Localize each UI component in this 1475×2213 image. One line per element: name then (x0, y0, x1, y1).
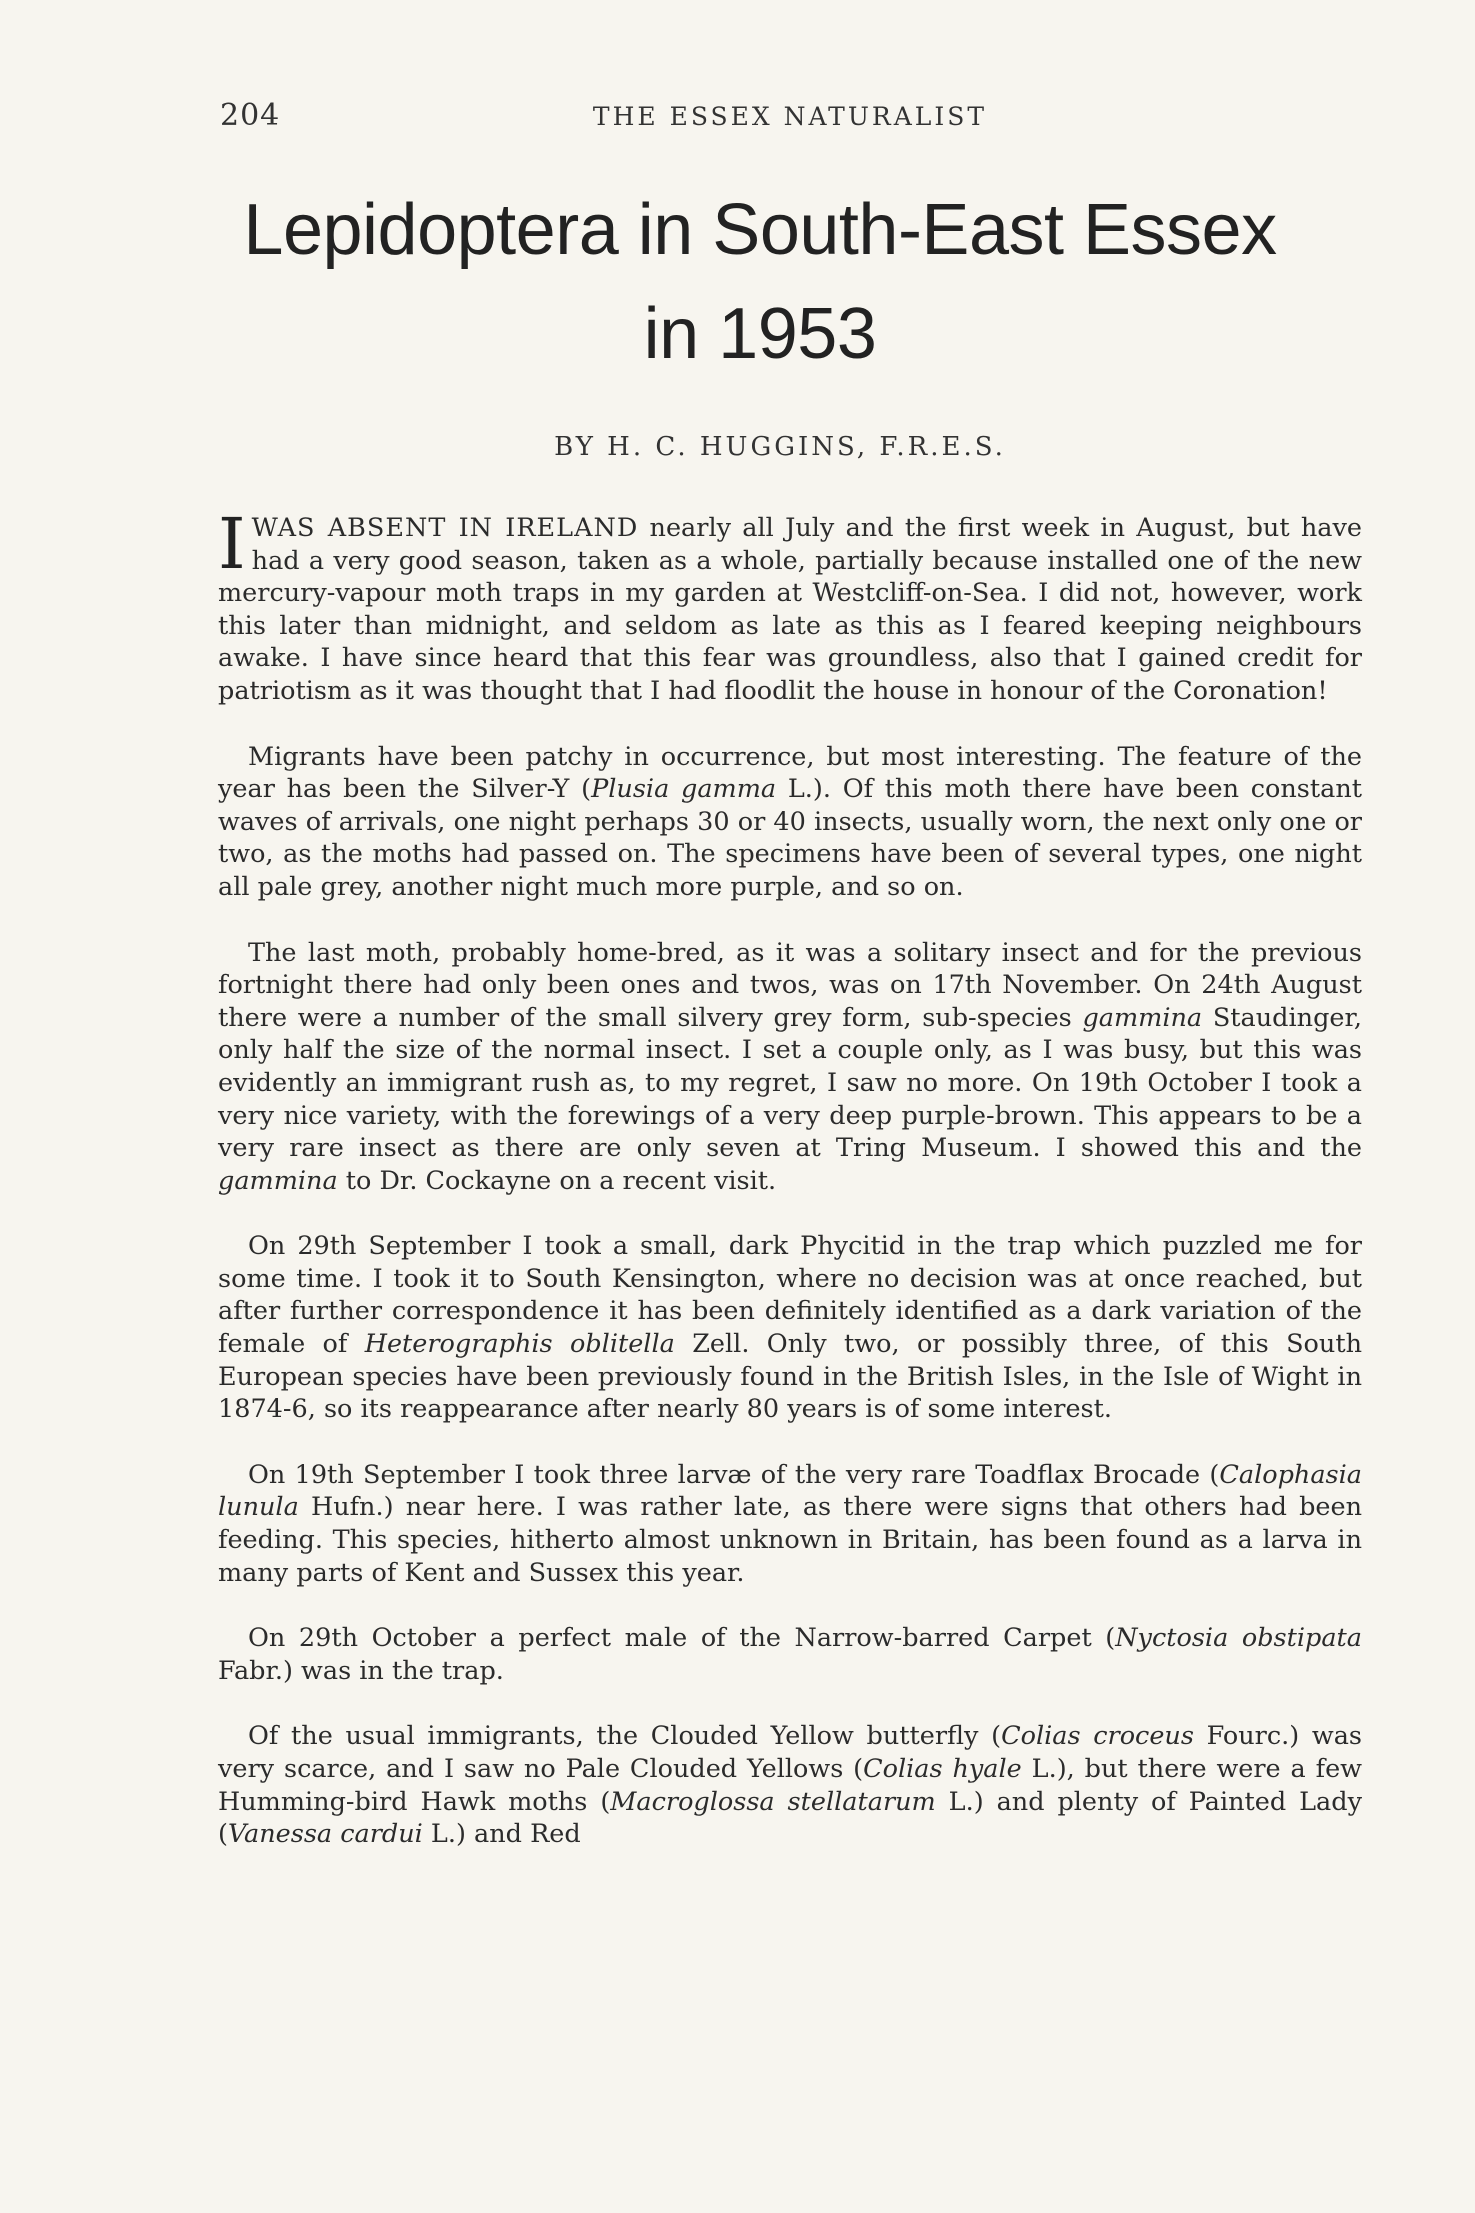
paragraph-text: Fabr.) was in the trap. (218, 1655, 504, 1686)
title-line-1: Lepidoptera in South-East Essex (243, 190, 1277, 270)
paragraph-text: to Dr. Cockayne on a recent visit. (337, 1165, 777, 1196)
title-line-2: in 1953 (643, 294, 877, 374)
paragraph-text: nearly all July and the first week in August, but have had a very good season, taken as a whole, partially because installed one of the new mercury-vapour moth traps in my garden at Westcliff-on-Sea. I did not, however, work this later than midnight, and seldom as late as this as I feared keeping neighbours awake. I have since heard that this fear was groundless, also that I gained credit for patriotism as it was thought that I had floodlit the house in honour of the Coronation! (218, 513, 1362, 706)
page-number: 204 (220, 98, 281, 133)
article-body (218, 503, 1363, 1884)
species-name: Colias hyale (863, 1754, 1022, 1784)
species-name: gammina (1082, 1002, 1203, 1033)
paragraph (218, 937, 1362, 1198)
paragraph-text: The last moth, probably home-bred, as it was a solitary insect and for the previous fortnight there had only been ones and twos, was on 17th November. On 24th August there were a number of the small silvery grey form, sub-species (218, 937, 1362, 1033)
species-name: Heterographis oblitella (364, 1329, 675, 1360)
species-name: Calophasia lunula (218, 1459, 1362, 1523)
species-name: Nyctosia obstipata (1115, 1623, 1363, 1654)
paragraph-text: On 29th October a perfect male of the Narrow-barred Carpet ( (248, 1623, 1116, 1654)
paragraph (218, 1720, 1362, 1850)
author-byline: BY H. C. HUGGINS, F.R.E.S. (554, 432, 1006, 462)
species-name: Vanessa cardui (227, 1819, 423, 1850)
opening-small-caps: WAS ABSENT IN IRELAND (251, 513, 639, 543)
paragraph-text: L.) and plenty of Painted Lady ( (218, 1786, 1362, 1850)
paragraph-text: Migrants have been patchy in occurrence, but most interesting. The feature of the year has been the Silver-Y ( (218, 741, 1362, 805)
paragraph-text: On 29th September I took a small, dark Phycitid in the trap which puzzled me for some time. I took it to South Kensington, where no decision was at once reached, but after further correspondence it has been definitely identified as a dark variation of the female of (218, 1231, 1362, 1360)
running-head (220, 98, 1360, 138)
paragraph-text: Zell. Only two, or possibly three, of this South European species have been previously found in the British Isles, in the Isle of Wight in 1874-6, so its reappearance after nearly 80 years is of some interest. (218, 1329, 1363, 1425)
species-name: Colias croceus (1001, 1721, 1194, 1752)
paragraph-text: L.). Of this moth there have been constant waves of arrivals, one night perhaps 30 or 40 insects, usually worn, the next only one or two, as the moths had passed on. The specimens have been of several types, one night all pale grey, another night much more purple, and so on. (218, 774, 1362, 902)
paragraph-text: Of the usual immigrants, the Clouded Yellow butterfly ( (248, 1721, 1002, 1752)
paragraph-text: Fourc.) was very scarce, and I saw no Pale Clouded Yellows ( (218, 1721, 1363, 1784)
paragraph-text: Hufn.) near here. I was rather late, as there were signs that others had been feeding. This species, hitherto almost unknown in Britain, has been found as a larva in many parts of Kent and Sussex this year. (218, 1492, 1362, 1588)
paragraph-text: On 19th September I took three larvæ of the very rare Toadflax Brocade ( (248, 1459, 1220, 1490)
paragraph (218, 1622, 1362, 1687)
paragraph (218, 1459, 1362, 1589)
paragraph-text: L.), but there were a few Humming-bird Hawk moths ( (218, 1754, 1362, 1817)
paragraph-text: Staudinger, only half the size of the normal insect. I set a couple only, as I was busy, but this was evidently an immigrant rush as, to my regret, I saw no more. On 19th October I took a very nice variety, with the forewings of a very deep purple-brown. This appears to be a very rare insect as there are only seven at Tring Museum. I showed this and the (218, 1002, 1362, 1164)
paragraph-text: L.) and Red (422, 1819, 581, 1850)
journal-name: THE ESSEX NATURALIST (592, 102, 988, 131)
paragraph (218, 503, 1362, 708)
species-name: gammina (218, 1165, 338, 1196)
article-title (200, 178, 1320, 386)
species-name: Plusia gamma (591, 774, 777, 805)
paragraph (218, 1230, 1362, 1426)
drop-cap: I (218, 503, 246, 585)
species-name: Macroglossa stellatarum (610, 1786, 936, 1817)
paragraph (218, 741, 1362, 904)
